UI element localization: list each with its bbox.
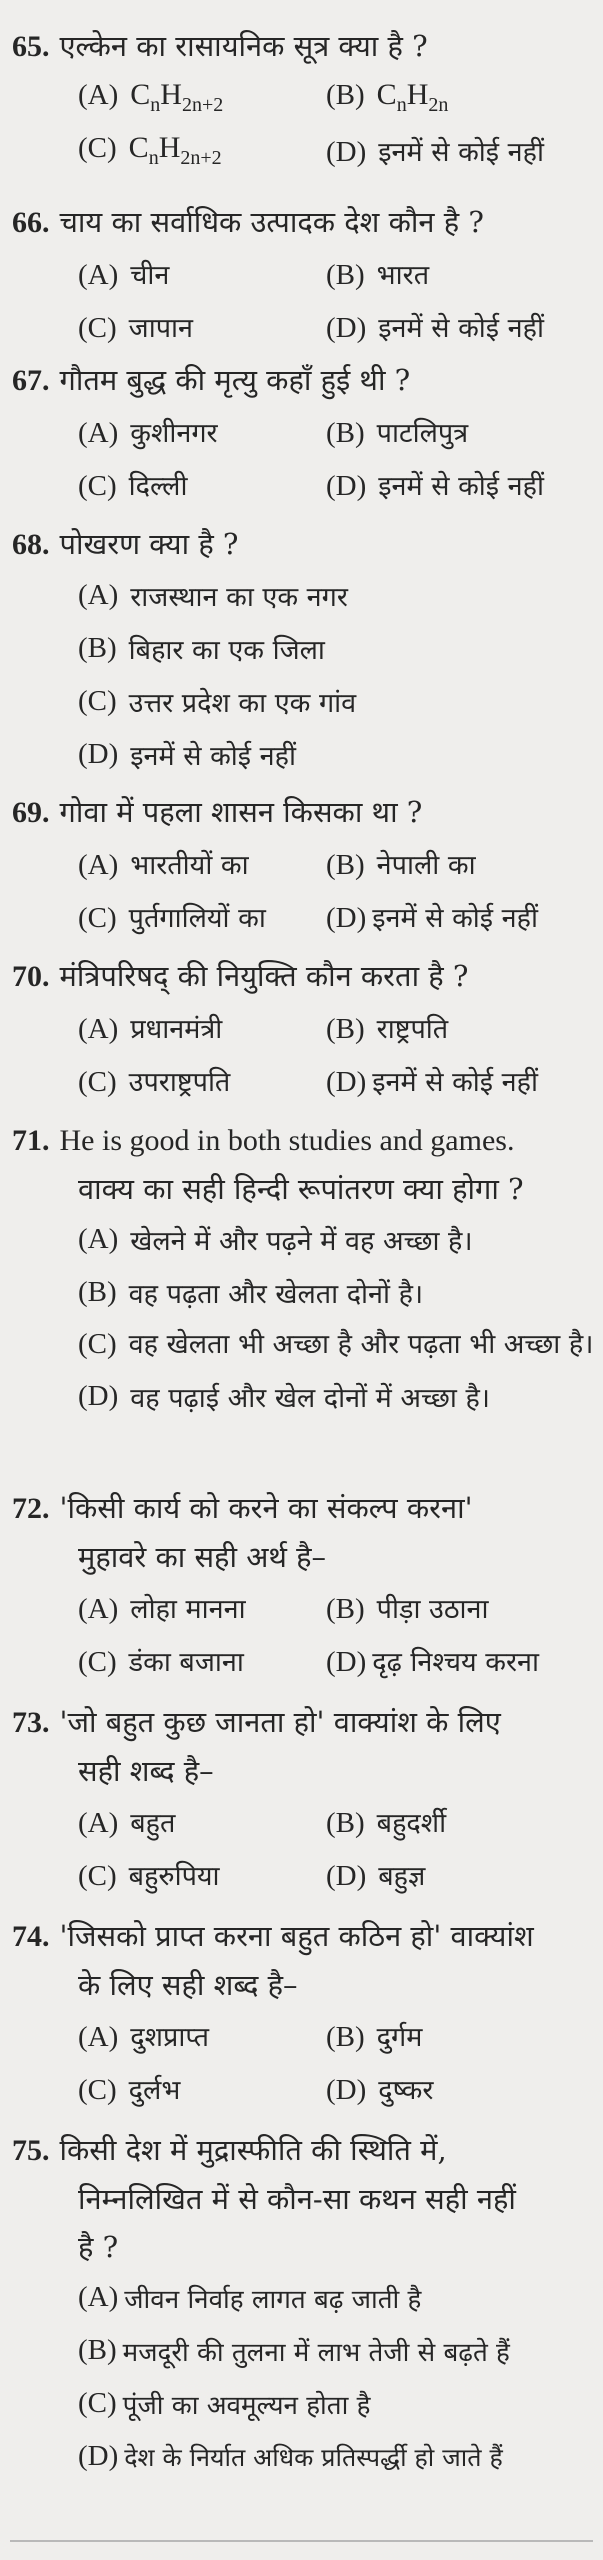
option-b[interactable]: (B) वह पढ़ता और खेलता दोनों है। <box>78 1276 424 1310</box>
question-number: 73. <box>12 1706 50 1739</box>
question-text: मंत्रिपरिषद् की नियुक्ति कौन करता है ? <box>59 959 469 993</box>
question-text: 'जिसको प्राप्त करना बहुत कठिन हो' वाक्यांश <box>59 1919 534 1953</box>
question-text: 'किसी कार्य को करने का संकल्प करना' <box>59 1491 473 1525</box>
options <box>78 247 595 353</box>
options <box>78 569 595 781</box>
option-d[interactable]: (D) दृढ़ निश्चय करना <box>326 1646 539 1678</box>
option-c[interactable]: (C) दिल्ली <box>78 470 188 502</box>
question-text-line-2: के लिए सही शब्द है– <box>78 1968 298 2002</box>
options <box>78 2009 595 2115</box>
option-c[interactable]: (C) पूंजी का अवमूल्यन होता है <box>78 2387 371 2421</box>
options <box>78 71 595 177</box>
question-number: 66. <box>12 206 50 239</box>
question-text: गोवा में पहला शासन किसका था ? <box>59 795 423 829</box>
option-b[interactable]: (B) दुर्गम <box>326 2021 423 2053</box>
question-72 <box>12 1484 595 1687</box>
option-a[interactable]: (A) $C_nH_{2n+2}$ <box>78 78 224 116</box>
options <box>78 1795 595 1901</box>
question-text: गौतम बुद्ध की मृत्यु कहाँ हुई थी ? <box>59 363 411 397</box>
question-number: 70. <box>12 960 50 993</box>
question-70 <box>12 952 595 1107</box>
formula-alkane: $C_nH_{2n+2}$ <box>128 131 222 169</box>
question-74 <box>12 1912 595 2115</box>
option-b[interactable]: (B) $C_nH_{2n}$ <box>326 78 449 116</box>
option-d[interactable]: (D) दुष्कर <box>326 2074 434 2106</box>
bottom-divider <box>10 2540 593 2542</box>
option-a[interactable]: (A) भारतीयों का <box>78 849 249 881</box>
option-a[interactable]: (A) बहुत <box>78 1807 176 1839</box>
option-c[interactable]: (C) डंका बजाना <box>78 1646 244 1678</box>
question-number: 71. <box>12 1124 50 1157</box>
formula-alkane: $C_nH_{2n+2}$ <box>130 78 224 116</box>
question-text: चाय का सर्वाधिक उत्पादक देश कौन है ? <box>59 205 484 239</box>
options <box>78 405 595 511</box>
question-66 <box>12 198 595 353</box>
question-number: 69. <box>12 796 50 829</box>
option-b[interactable]: (B) मजदूरी की तुलना में लाभ तेजी से बढ़ते हैं <box>78 2334 510 2368</box>
question-67 <box>12 356 595 511</box>
option-c[interactable]: (C) $C_nH_{2n+2}$ <box>78 131 222 169</box>
option-b[interactable]: (B) पाटलिपुत्र <box>326 417 469 449</box>
question-number: 65. <box>12 30 50 63</box>
option-d[interactable]: (D) इनमें से कोई नहीं <box>326 902 538 934</box>
options <box>78 2271 595 2483</box>
options <box>78 1213 595 1423</box>
option-b[interactable]: (B) नेपाली का <box>326 849 476 881</box>
option-c[interactable]: (C) बहुरुपिया <box>78 1860 220 1892</box>
option-b[interactable]: (B) बहुदर्शी <box>326 1807 447 1839</box>
question-73 <box>12 1698 595 1901</box>
option-b[interactable]: (B) पीड़ा उठाना <box>326 1593 489 1625</box>
option-a[interactable]: (A) चीन <box>78 259 170 291</box>
option-d[interactable]: (D) इनमें से कोई नहीं <box>326 312 544 344</box>
question-text: एल्केन का रासायनिक सूत्र क्या है ? <box>59 29 428 63</box>
option-d[interactable]: (D) देश के निर्यात अधिक प्रतिस्पर्द्धी हो जाते हैं <box>78 2440 503 2472</box>
option-c[interactable]: (C) पुर्तगालियों का <box>78 902 266 934</box>
option-d[interactable]: (D) इनमें से कोई नहीं <box>326 1066 538 1098</box>
option-a[interactable]: (A) जीवन निर्वाह लागत बढ़ जाती है <box>78 2281 422 2315</box>
option-d[interactable]: (D) इनमें से कोई नहीं <box>326 470 544 502</box>
question-number: 67. <box>12 364 50 397</box>
option-c[interactable]: (C) उपराष्ट्रपति <box>78 1066 231 1098</box>
formula-alkene: $C_nH_{2n}$ <box>376 78 449 116</box>
option-d[interactable]: (D) इनमें से कोई नहीं <box>78 738 296 772</box>
option-b[interactable]: (B) भारत <box>326 259 430 291</box>
question-text-line-2: सही शब्द है– <box>78 1754 214 1788</box>
option-a[interactable]: (A) दुशप्राप्त <box>78 2021 210 2053</box>
question-number: 72. <box>12 1492 50 1525</box>
question-text-line-3: है ? <box>78 2230 119 2264</box>
question-text: 'जो बहुत कुछ जानता हो' वाक्यांश के लिए <box>59 1705 501 1739</box>
options <box>78 1001 595 1107</box>
option-a[interactable]: (A) कुशीनगर <box>78 417 218 449</box>
option-c[interactable]: (C) दुर्लभ <box>78 2074 181 2106</box>
option-a[interactable]: (A) प्रधानमंत्री <box>78 1013 223 1045</box>
option-b[interactable]: (B) राष्ट्रपति <box>326 1013 449 1045</box>
question-text: किसी देश में मुद्रास्फीति की स्थिति में, <box>59 2133 447 2167</box>
option-c[interactable]: (C) उत्तर प्रदेश का एक गांव <box>78 685 357 719</box>
option-d[interactable]: (D) बहुज्ञ <box>326 1860 426 1892</box>
question-text-line-2: मुहावरे का सही अर्थ है– <box>78 1540 326 1574</box>
question-75 <box>12 2126 595 2483</box>
option-a[interactable]: (A) खेलने में और पढ़ने में वह अच्छा है। <box>78 1223 473 1257</box>
question-69 <box>12 788 595 943</box>
options <box>78 1581 595 1687</box>
option-d[interactable]: (D) इनमें से कोई नहीं <box>326 136 544 168</box>
option-d[interactable]: (D) वह पढ़ाई और खेल दोनों में अच्छा है। <box>78 1380 491 1414</box>
question-text: पोखरण क्या है ? <box>59 527 239 561</box>
question-text: He is good in both studies and games. <box>59 1124 515 1157</box>
question-text-line-2: निम्नलिखित में से कौन-सा कथन सही नहीं <box>78 2182 516 2216</box>
question-number: 74. <box>12 1920 50 1953</box>
option-b[interactable]: (B) बिहार का एक जिला <box>78 632 325 666</box>
question-number: 75. <box>12 2134 50 2167</box>
question-text-line-2: वाक्य का सही हिन्दी रूपांतरण क्या होगा ? <box>78 1172 524 1206</box>
question-68 <box>12 520 595 781</box>
options <box>78 837 595 943</box>
question-71 <box>12 1116 595 1423</box>
option-a[interactable]: (A) राजस्थान का एक नगर <box>78 579 348 613</box>
option-a[interactable]: (A) लोहा मानना <box>78 1593 246 1625</box>
option-c[interactable]: (C) वह खेलता भी अच्छा है और पढ़ता भी अच्छा है। <box>78 1328 594 1360</box>
question-65 <box>12 22 595 177</box>
option-c[interactable]: (C) जापान <box>78 312 194 344</box>
question-number: 68. <box>12 528 50 561</box>
